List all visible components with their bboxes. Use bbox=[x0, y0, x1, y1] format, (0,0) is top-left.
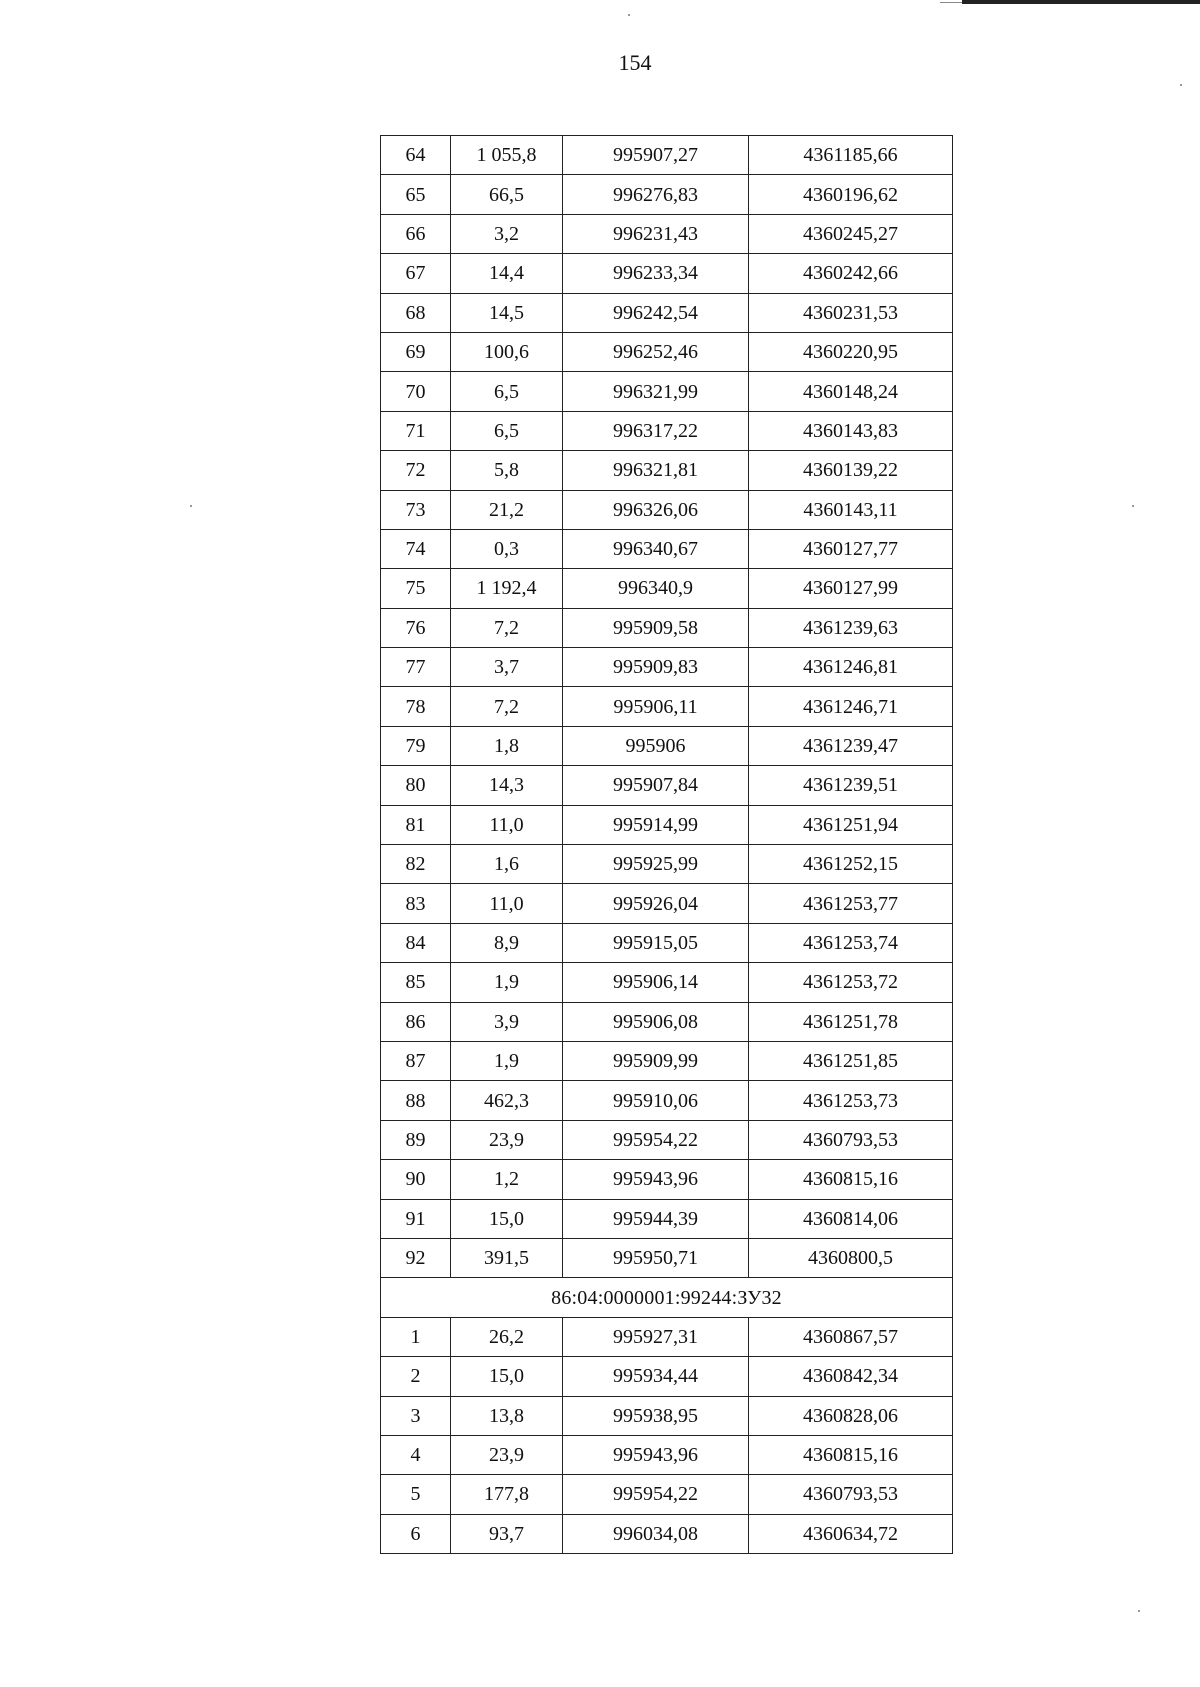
point-number-cell: 80 bbox=[381, 766, 451, 805]
y-coordinate-cell: 4361252,15 bbox=[749, 845, 953, 884]
point-number-cell: 74 bbox=[381, 529, 451, 568]
table-row bbox=[381, 569, 953, 608]
table-row bbox=[381, 411, 953, 450]
y-coordinate-cell: 4361253,72 bbox=[749, 963, 953, 1002]
table-row bbox=[381, 372, 953, 411]
segment-length-cell: 14,4 bbox=[451, 254, 563, 293]
x-coordinate-cell: 995909,83 bbox=[563, 648, 749, 687]
x-coordinate-cell: 995906,08 bbox=[563, 1002, 749, 1041]
segment-length-cell: 1 055,8 bbox=[451, 136, 563, 175]
point-number-cell: 79 bbox=[381, 726, 451, 765]
table-row bbox=[381, 175, 953, 214]
point-number-cell: 88 bbox=[381, 1081, 451, 1120]
segment-length-cell: 66,5 bbox=[451, 175, 563, 214]
table-row bbox=[381, 648, 953, 687]
x-coordinate-cell: 995907,84 bbox=[563, 766, 749, 805]
y-coordinate-cell: 4360828,06 bbox=[749, 1396, 953, 1435]
segment-length-cell: 14,3 bbox=[451, 766, 563, 805]
point-number-cell: 65 bbox=[381, 175, 451, 214]
table-row bbox=[381, 1435, 953, 1474]
segment-length-cell: 26,2 bbox=[451, 1317, 563, 1356]
x-coordinate-cell: 996252,46 bbox=[563, 332, 749, 371]
point-number-cell: 69 bbox=[381, 332, 451, 371]
point-number-cell: 76 bbox=[381, 608, 451, 647]
segment-length-cell: 1 192,4 bbox=[451, 569, 563, 608]
x-coordinate-cell: 996326,06 bbox=[563, 490, 749, 529]
table-row bbox=[381, 254, 953, 293]
point-number-cell: 75 bbox=[381, 569, 451, 608]
table-row bbox=[381, 923, 953, 962]
segment-length-cell: 1,6 bbox=[451, 845, 563, 884]
y-coordinate-cell: 4361253,73 bbox=[749, 1081, 953, 1120]
table-row bbox=[381, 1120, 953, 1159]
x-coordinate-cell: 995926,04 bbox=[563, 884, 749, 923]
y-coordinate-cell: 4361239,51 bbox=[749, 766, 953, 805]
segment-length-cell: 21,2 bbox=[451, 490, 563, 529]
x-coordinate-cell: 995925,99 bbox=[563, 845, 749, 884]
segment-length-cell: 6,5 bbox=[451, 411, 563, 450]
point-number-cell: 4 bbox=[381, 1435, 451, 1474]
segment-length-cell: 1,8 bbox=[451, 726, 563, 765]
segment-length-cell: 1,2 bbox=[451, 1160, 563, 1199]
segment-length-cell: 3,7 bbox=[451, 648, 563, 687]
point-number-cell: 83 bbox=[381, 884, 451, 923]
point-number-cell: 84 bbox=[381, 923, 451, 962]
y-coordinate-cell: 4361239,47 bbox=[749, 726, 953, 765]
table-row bbox=[381, 726, 953, 765]
table-row bbox=[381, 332, 953, 371]
x-coordinate-cell: 996276,83 bbox=[563, 175, 749, 214]
segment-length-cell: 15,0 bbox=[451, 1199, 563, 1238]
table-row bbox=[381, 1199, 953, 1238]
x-coordinate-cell: 995954,22 bbox=[563, 1120, 749, 1159]
x-coordinate-cell: 996233,34 bbox=[563, 254, 749, 293]
x-coordinate-cell: 996231,43 bbox=[563, 214, 749, 253]
y-coordinate-cell: 4361251,85 bbox=[749, 1041, 953, 1080]
point-number-cell: 87 bbox=[381, 1041, 451, 1080]
table-row bbox=[381, 845, 953, 884]
table-row bbox=[381, 1475, 953, 1514]
point-number-cell: 73 bbox=[381, 490, 451, 529]
x-coordinate-cell: 996321,99 bbox=[563, 372, 749, 411]
point-number-cell: 66 bbox=[381, 214, 451, 253]
x-coordinate-cell: 995950,71 bbox=[563, 1238, 749, 1277]
table-row bbox=[381, 687, 953, 726]
segment-length-cell: 462,3 bbox=[451, 1081, 563, 1120]
table-row bbox=[381, 1160, 953, 1199]
x-coordinate-cell: 995954,22 bbox=[563, 1475, 749, 1514]
x-coordinate-cell: 995943,96 bbox=[563, 1435, 749, 1474]
table-row bbox=[381, 1357, 953, 1396]
segment-length-cell: 7,2 bbox=[451, 608, 563, 647]
y-coordinate-cell: 4360148,24 bbox=[749, 372, 953, 411]
segment-length-cell: 0,3 bbox=[451, 529, 563, 568]
table-row bbox=[381, 805, 953, 844]
coordinates-table bbox=[380, 135, 953, 1554]
table-row bbox=[381, 1396, 953, 1435]
point-number-cell: 71 bbox=[381, 411, 451, 450]
table-row bbox=[381, 529, 953, 568]
y-coordinate-cell: 4360793,53 bbox=[749, 1475, 953, 1514]
segment-length-cell: 7,2 bbox=[451, 687, 563, 726]
segment-length-cell: 14,5 bbox=[451, 293, 563, 332]
point-number-cell: 78 bbox=[381, 687, 451, 726]
x-coordinate-cell: 996321,81 bbox=[563, 451, 749, 490]
segment-length-cell: 6,5 bbox=[451, 372, 563, 411]
point-number-cell: 68 bbox=[381, 293, 451, 332]
table-row bbox=[381, 214, 953, 253]
cadastral-number-heading: 86:04:0000001:99244:ЗУ32 bbox=[381, 1278, 953, 1317]
y-coordinate-cell: 4360842,34 bbox=[749, 1357, 953, 1396]
y-coordinate-cell: 4360242,66 bbox=[749, 254, 953, 293]
table-row bbox=[381, 451, 953, 490]
point-number-cell: 70 bbox=[381, 372, 451, 411]
table-row bbox=[381, 1238, 953, 1277]
point-number-cell: 82 bbox=[381, 845, 451, 884]
point-number-cell: 92 bbox=[381, 1238, 451, 1277]
scan-speck bbox=[1132, 505, 1134, 507]
table-row bbox=[381, 1317, 953, 1356]
x-coordinate-cell: 996340,9 bbox=[563, 569, 749, 608]
point-number-cell: 72 bbox=[381, 451, 451, 490]
y-coordinate-cell: 4360127,99 bbox=[749, 569, 953, 608]
y-coordinate-cell: 4360800,5 bbox=[749, 1238, 953, 1277]
point-number-cell: 5 bbox=[381, 1475, 451, 1514]
segment-length-cell: 93,7 bbox=[451, 1514, 563, 1553]
x-coordinate-cell: 995910,06 bbox=[563, 1081, 749, 1120]
y-coordinate-cell: 4360231,53 bbox=[749, 293, 953, 332]
x-coordinate-cell: 995915,05 bbox=[563, 923, 749, 962]
point-number-cell: 64 bbox=[381, 136, 451, 175]
segment-length-cell: 1,9 bbox=[451, 963, 563, 1002]
segment-length-cell: 100,6 bbox=[451, 332, 563, 371]
table-row bbox=[381, 136, 953, 175]
point-number-cell: 6 bbox=[381, 1514, 451, 1553]
scan-speck bbox=[628, 14, 630, 16]
x-coordinate-cell: 996034,08 bbox=[563, 1514, 749, 1553]
x-coordinate-cell: 995927,31 bbox=[563, 1317, 749, 1356]
segment-length-cell: 1,9 bbox=[451, 1041, 563, 1080]
table-row bbox=[381, 490, 953, 529]
x-coordinate-cell: 995909,99 bbox=[563, 1041, 749, 1080]
x-coordinate-cell: 995914,99 bbox=[563, 805, 749, 844]
segment-length-cell: 3,9 bbox=[451, 1002, 563, 1041]
point-number-cell: 85 bbox=[381, 963, 451, 1002]
y-coordinate-cell: 4360245,27 bbox=[749, 214, 953, 253]
segment-length-cell: 177,8 bbox=[451, 1475, 563, 1514]
segment-length-cell: 8,9 bbox=[451, 923, 563, 962]
segment-length-cell: 391,5 bbox=[451, 1238, 563, 1277]
x-coordinate-cell: 996242,54 bbox=[563, 293, 749, 332]
x-coordinate-cell: 995938,95 bbox=[563, 1396, 749, 1435]
point-number-cell: 90 bbox=[381, 1160, 451, 1199]
y-coordinate-cell: 4361253,77 bbox=[749, 884, 953, 923]
y-coordinate-cell: 4360814,06 bbox=[749, 1199, 953, 1238]
top-edge-mark bbox=[940, 2, 964, 3]
y-coordinate-cell: 4360815,16 bbox=[749, 1435, 953, 1474]
y-coordinate-cell: 4360634,72 bbox=[749, 1514, 953, 1553]
segment-length-cell: 13,8 bbox=[451, 1396, 563, 1435]
section-header-row bbox=[381, 1278, 953, 1317]
table-row bbox=[381, 1081, 953, 1120]
y-coordinate-cell: 4361246,71 bbox=[749, 687, 953, 726]
y-coordinate-cell: 4360139,22 bbox=[749, 451, 953, 490]
table-row bbox=[381, 766, 953, 805]
segment-length-cell: 3,2 bbox=[451, 214, 563, 253]
y-coordinate-cell: 4361246,81 bbox=[749, 648, 953, 687]
x-coordinate-cell: 995943,96 bbox=[563, 1160, 749, 1199]
y-coordinate-cell: 4360196,62 bbox=[749, 175, 953, 214]
scan-speck bbox=[190, 505, 192, 507]
point-number-cell: 1 bbox=[381, 1317, 451, 1356]
y-coordinate-cell: 4361185,66 bbox=[749, 136, 953, 175]
table-row bbox=[381, 1041, 953, 1080]
y-coordinate-cell: 4360143,83 bbox=[749, 411, 953, 450]
x-coordinate-cell: 996317,22 bbox=[563, 411, 749, 450]
x-coordinate-cell: 995906,14 bbox=[563, 963, 749, 1002]
table-row bbox=[381, 293, 953, 332]
table-row bbox=[381, 1514, 953, 1553]
y-coordinate-cell: 4360143,11 bbox=[749, 490, 953, 529]
scan-speck bbox=[1180, 84, 1182, 86]
segment-length-cell: 23,9 bbox=[451, 1435, 563, 1474]
y-coordinate-cell: 4361251,78 bbox=[749, 1002, 953, 1041]
point-number-cell: 3 bbox=[381, 1396, 451, 1435]
y-coordinate-cell: 4360867,57 bbox=[749, 1317, 953, 1356]
y-coordinate-cell: 4361251,94 bbox=[749, 805, 953, 844]
y-coordinate-cell: 4361239,63 bbox=[749, 608, 953, 647]
segment-length-cell: 5,8 bbox=[451, 451, 563, 490]
point-number-cell: 77 bbox=[381, 648, 451, 687]
x-coordinate-cell: 995906 bbox=[563, 726, 749, 765]
x-coordinate-cell: 995907,27 bbox=[563, 136, 749, 175]
scan-speck bbox=[1138, 1610, 1140, 1612]
point-number-cell: 91 bbox=[381, 1199, 451, 1238]
coordinates-table-body bbox=[381, 136, 953, 1554]
y-coordinate-cell: 4360127,77 bbox=[749, 529, 953, 568]
point-number-cell: 86 bbox=[381, 1002, 451, 1041]
x-coordinate-cell: 996340,67 bbox=[563, 529, 749, 568]
table-row bbox=[381, 884, 953, 923]
point-number-cell: 89 bbox=[381, 1120, 451, 1159]
table-row bbox=[381, 963, 953, 1002]
x-coordinate-cell: 995909,58 bbox=[563, 608, 749, 647]
top-edge-rule bbox=[962, 0, 1200, 4]
point-number-cell: 67 bbox=[381, 254, 451, 293]
segment-length-cell: 23,9 bbox=[451, 1120, 563, 1159]
x-coordinate-cell: 995934,44 bbox=[563, 1357, 749, 1396]
table-row bbox=[381, 1002, 953, 1041]
table-row bbox=[381, 608, 953, 647]
segment-length-cell: 11,0 bbox=[451, 805, 563, 844]
point-number-cell: 2 bbox=[381, 1357, 451, 1396]
y-coordinate-cell: 4360815,16 bbox=[749, 1160, 953, 1199]
segment-length-cell: 11,0 bbox=[451, 884, 563, 923]
segment-length-cell: 15,0 bbox=[451, 1357, 563, 1396]
page-number: 154 bbox=[618, 50, 652, 75]
point-number-cell: 81 bbox=[381, 805, 451, 844]
y-coordinate-cell: 4361253,74 bbox=[749, 923, 953, 962]
y-coordinate-cell: 4360793,53 bbox=[749, 1120, 953, 1159]
x-coordinate-cell: 995944,39 bbox=[563, 1199, 749, 1238]
x-coordinate-cell: 995906,11 bbox=[563, 687, 749, 726]
y-coordinate-cell: 4360220,95 bbox=[749, 332, 953, 371]
